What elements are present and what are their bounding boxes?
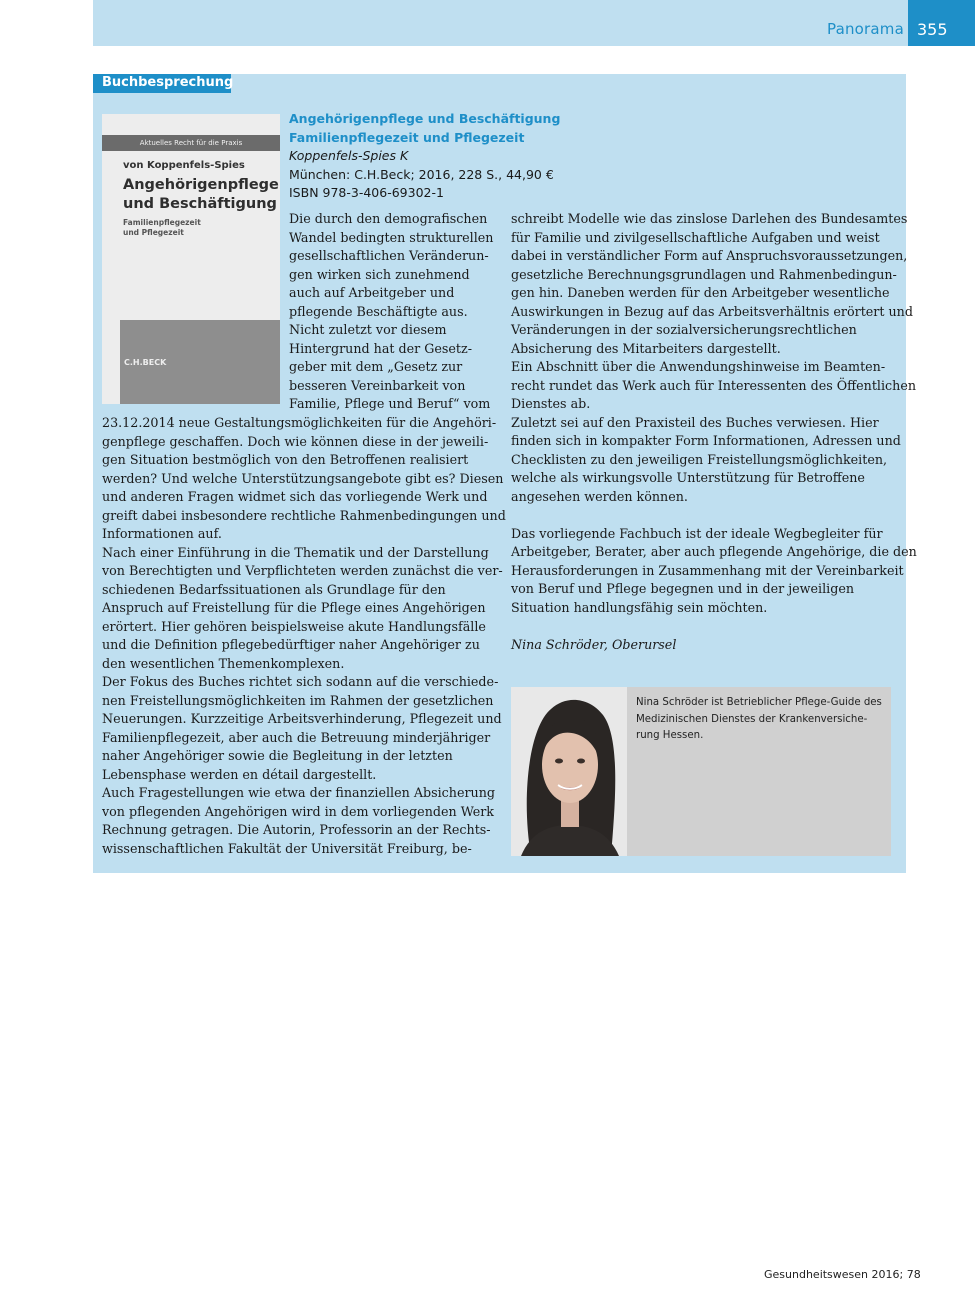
text-line: gen hin. Daneben werden für den Arbeitgeber wesentliche [511,285,890,300]
author-bio [636,695,886,745]
text-line: von pflegenden Angehörigen wird in dem vorliegenden Werk [102,803,494,819]
text-line: schiedenen Bedarfssituationen als Grundlage für den [102,581,446,597]
paragraph-gap [511,617,901,636]
text-line: gesellschaftlichen Veränderun- [289,248,489,263]
text-line: Neuerungen. Kurzzeitige Arbeitsverhinderung, Pflegezeit und [102,711,502,726]
text-line: wissenschaftlichen Fakultät der Universität Freiburg, be- [102,840,472,856]
journal-citation: Gesundheitswesen 2016; 78 [764,1268,921,1281]
text-line: von Beruf und Pflege begegnen und in der jeweiligen [511,581,855,596]
text-line: schreibt Modelle wie das zinslose Darlehen des Bundesamtes [511,211,908,226]
text-line: Nicht zuletzt vor diesem [289,322,447,337]
text-line: Zuletzt sei auf den Praxisteil des Buches verwiesen. Hier [511,414,879,430]
review-column-1 [102,414,506,858]
text-line: pflegende Beschäftigte aus. [289,303,468,319]
text-line: für Familie und zivilgesellschaftliche Aufgaben und weist [511,229,880,245]
text-line: welche als wirkungsvolle Unterstützung für Betroffene [511,470,865,485]
reviewer-photo [511,687,627,856]
bio-line: Nina Schröder ist Betrieblicher Pflege-Guide des [636,697,882,708]
book-subtitle: Familienpflegezeit und Pflegezeit [289,129,525,145]
text-line: erörtert. Hier gehören beispielsweise akute Handlungsfälle [102,618,486,634]
text-line: Arbeitgeber, Berater, aber auch pflegende Angehörige, die den [511,544,917,559]
text-line: Auch Fragestellungen wie etwa der finanziellen Absicherung [102,785,495,800]
book-publication: München: C.H.Beck; 2016, 228 S., 44,90 € [289,166,554,182]
text-line: Anspruch auf Freistellung für die Pflege eines Angehörigen [102,600,486,615]
text-line: gen Situation bestmöglich von den Betroffenen realisiert [102,452,469,467]
bio-line: Medizinischen Dienstes der Krankenversiche- [636,713,868,725]
text-line: recht rundet das Werk auch für Interessenten des Öffentlichen [511,377,917,393]
cover-title-line: Angehörigenpflege [123,177,279,193]
cover-publisher: C.H.BECK [124,358,167,367]
text-line: besseren Vereinbarkeit von [289,377,466,393]
text-line: von Berechtigten und Verpflichteten werden zunächst die ver- [102,563,503,578]
text-line: gesetzliche Berechnungsgrundlagen und Rahmenbedingun- [511,266,897,282]
text-line: werden? Und welche Unterstützungsangebote gibt es? Diesen [102,470,504,486]
text-line: nen Freistellungsmöglichkeiten im Rahmen der gesetzlichen [102,692,494,708]
text-line: Familienpflegezeit, aber auch die Betreuung minderjähriger [102,729,491,745]
review-column-2 [511,210,917,654]
book-meta [289,110,589,203]
paragraph-gap [511,506,901,525]
text-line: angesehen werden können. [511,488,688,504]
bio-line: rung Hessen. [636,730,704,741]
book-title: Angehörigenpflege und Beschäftigung [289,111,561,126]
text-line: Ein Abschnitt über die Anwendungshinweise im Beamten- [511,359,886,374]
cover-subtitle [123,218,273,238]
cover-subtitle-line: Familienpflegezeit [123,218,201,227]
cover-title-line: und Beschäftigung [123,196,277,212]
text-line: greift dabei insbesondere rechtliche Rahmenbedingungen und [102,507,506,523]
text-line: Hintergrund hat der Gesetz- [289,340,472,356]
page-number: 355 [908,0,975,46]
text-line: Wandel bedingten strukturellen [289,229,494,245]
section-label: Panorama [827,20,905,38]
text-line: Familie, Pflege und Beruf“ vom [289,396,491,411]
category-tag: Buchbesprechung [93,74,231,93]
reviewer-portrait-icon [511,687,627,856]
text-line: finden sich in kompakter Form Informationen, Adressen und [511,433,901,448]
text-line: auch auf Arbeitgeber und [289,285,455,300]
text-line: Die durch den demografischen [289,211,488,226]
text-line: gen wirken sich zunehmend [289,266,470,282]
text-line: Situation handlungsfähig sein möchten. [511,599,768,615]
cover-title [123,176,280,214]
text-line: Herausforderungen in Zusammenhang mit der Vereinbarkeit [511,562,904,578]
text-line: den wesentlichen Themenkomplexen. [102,655,345,671]
text-line: Dienstes ab. [511,396,591,411]
book-cover-image [102,114,280,404]
review-column-1-top [289,210,499,414]
cover-subtitle-line: und Pflegezeit [123,228,184,237]
text-line: genpflege geschaffen. Doch wie können diese in der jeweili- [102,433,489,449]
cover-series: Aktuelles Recht für die Praxis [102,135,280,151]
text-line: und die Definition pflegebedürftiger naher Angehöriger zu [102,637,480,652]
text-line: und anderen Fragen widmet sich das vorliegende Werk und [102,489,488,504]
text-line: Nach einer Einführung in die Thematik und der Darstellung [102,544,489,560]
text-line: Informationen auf. [102,526,222,541]
text-line: geber mit dem „Gesetz zur [289,359,463,374]
cover-author: von Koppenfels-Spies [123,160,245,171]
text-line: Rechnung getragen. Die Autorin, Professorin an der Rechts- [102,822,491,837]
text-line: Auswirkungen in Bezug auf das Arbeitsverhältnis erörtert und [511,303,913,319]
text-line: Lebensphase werden en détail dargestellt. [102,766,377,782]
book-author: Koppenfels-Spies K [289,148,409,163]
text-line: Checklisten zu den jeweiligen Freistellungsmöglichkeiten, [511,451,888,467]
book-isbn: ISBN 978-3-406-69302-1 [289,185,444,200]
reviewer-signature: Nina Schröder, Oberursel [511,636,677,652]
text-line: Absicherung des Mitarbeiters dargestellt. [511,340,781,356]
text-line: dabei in verständlicher Form auf Anspruchsvoraussetzungen, [511,248,908,263]
text-line: Der Fokus des Buches richtet sich sodann auf die verschiede- [102,674,499,689]
cover-publisher-block [120,320,280,404]
text-line: naher Angehöriger sowie die Begleitung in der letzten [102,748,453,763]
text-line: Veränderungen in der sozialversicherungsrechtlichen [511,322,857,337]
text-line: Das vorliegende Fachbuch ist der ideale Wegbegleiter für [511,525,883,541]
text-line: 23.12.2014 neue Gestaltungsmöglichkeiten für die Angehöri- [102,415,497,430]
